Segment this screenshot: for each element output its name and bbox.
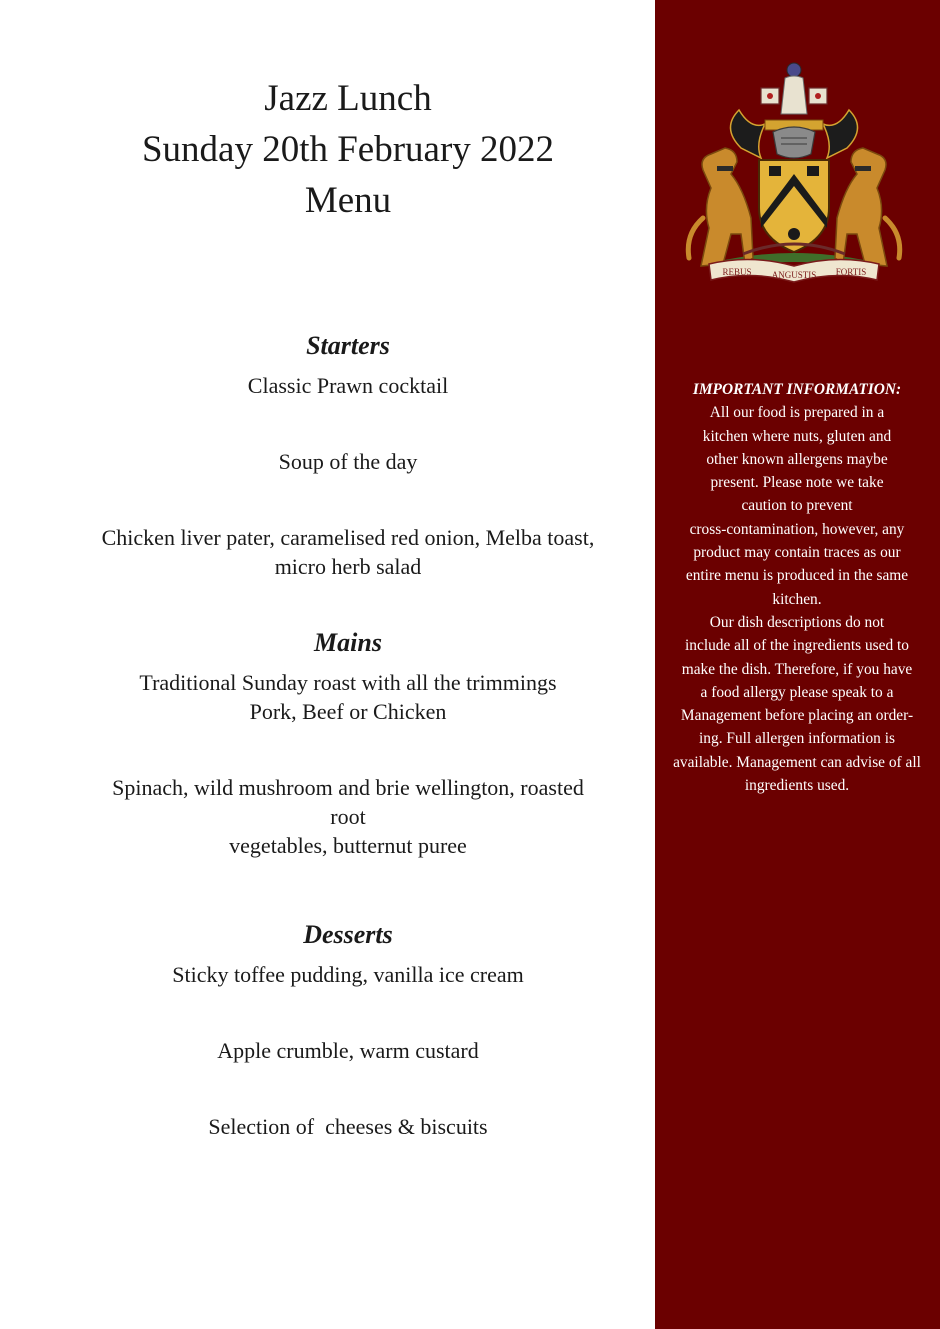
info-line: kitchen. [772, 590, 822, 608]
starter-item-line: micro herb salad [274, 554, 422, 579]
info-line: present. Please note we take [710, 474, 884, 492]
info-line: make the dish. Therefore, if you have [681, 660, 913, 678]
info-line: Management before placing an order- [680, 707, 914, 725]
info-line: ingredients used. [744, 777, 850, 795]
starter-item: Soup of the day [278, 449, 418, 474]
info-line: available. Management can advise of all [673, 753, 921, 771]
main-item-line: vegetables, butternut puree [229, 833, 467, 858]
crest-motto-word: REBUS [722, 267, 752, 277]
info-line: cross-contamination, however, any [689, 520, 905, 538]
coat-of-arms-icon [681, 58, 907, 288]
menu-subtitle: Menu [304, 180, 392, 221]
main-item-line: root [330, 804, 366, 829]
main-item-line: Pork, Beef or Chicken [249, 699, 447, 724]
menu-date: Sunday 20th February 2022 [141, 129, 555, 170]
info-line: ing. Full allergen information is [699, 730, 895, 748]
menu-column [40, 0, 656, 1329]
info-line: caution to prevent [741, 497, 853, 515]
desserts-heading: Desserts [303, 920, 393, 949]
info-line: All our food is prepared in a [709, 404, 885, 422]
crest-motto-word: FORTIS [835, 267, 867, 277]
info-heading: IMPORTANT INFORMATION: [692, 381, 902, 398]
main-item [60, 773, 636, 860]
dessert-item: Apple crumble, warm custard [217, 1038, 479, 1063]
info-line: other known allergens maybe [706, 450, 888, 468]
starter-item: Classic Prawn cocktail [247, 373, 449, 398]
main-item-line: Spinach, wild mushroom and brie wellington, roasted [112, 775, 584, 800]
info-line: include all of the ingredients used to [685, 637, 909, 655]
starter-item-line: Chicken liver pater, caramelised red onion, Melba toast, [101, 525, 595, 550]
allergen-side-panel [655, 0, 940, 1329]
info-line: product may contain traces as our [693, 544, 901, 562]
mains-heading: Mains [314, 628, 382, 657]
menu-title: Jazz Lunch [264, 78, 432, 119]
info-line: kitchen where nuts, gluten and [702, 427, 892, 445]
info-line: Our dish descriptions do not [709, 613, 885, 631]
info-line: entire menu is produced in the same [685, 567, 909, 585]
allergen-info-box [659, 378, 935, 797]
main-item [60, 668, 636, 726]
main-item-line: Traditional Sunday roast with all the trimmings [139, 670, 557, 695]
dessert-item: Selection of cheeses & biscuits [208, 1114, 488, 1139]
dessert-item: Sticky toffee pudding, vanilla ice cream [172, 962, 524, 987]
starter-item [60, 523, 636, 581]
starters-heading: Starters [306, 331, 390, 360]
info-line: a food allergy please speak to a [700, 683, 894, 701]
crest-motto-word: ANGUSTIS [771, 270, 817, 280]
